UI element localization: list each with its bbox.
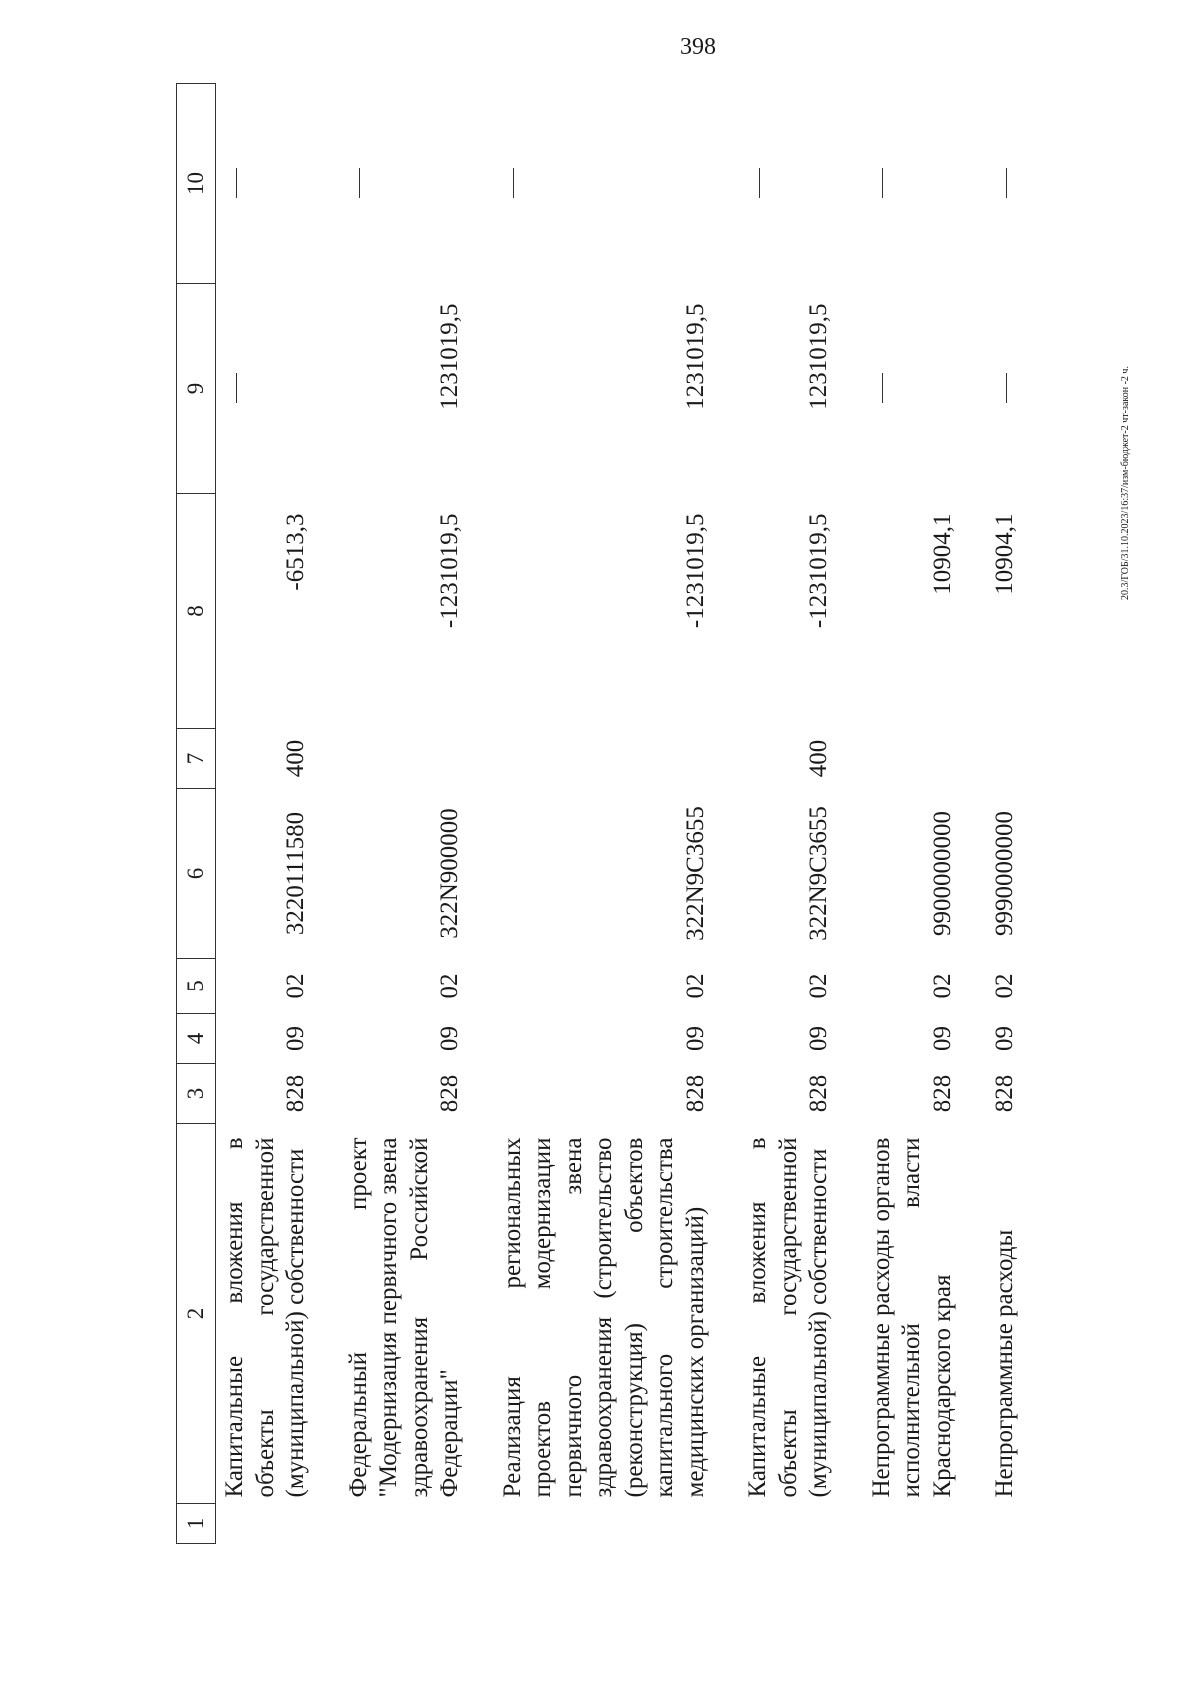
header-cell: 5 xyxy=(177,959,216,1014)
subsection-cell: 02 xyxy=(991,973,1018,999)
row-name-cell: Реализация региональных проектов модернизации первичного звена здравоохранения (строительство (реконструкция) объектов капитального строительства медицинских организаций) xyxy=(498,1137,709,1498)
dash-cell xyxy=(216,284,338,494)
dash-cell xyxy=(737,84,861,284)
expense-type-cell xyxy=(861,729,985,789)
admin-code-cell: 828 xyxy=(805,1074,832,1113)
admin-code-cell: 828 xyxy=(681,1074,709,1113)
dash-mark xyxy=(513,169,514,199)
target-article-cell: 322N900000 xyxy=(436,808,463,939)
rotated-table-container xyxy=(176,84,1176,1544)
expense-type-cell xyxy=(492,729,738,789)
amount-cell: -1231019,5 xyxy=(681,513,709,629)
amount-cell: -1231019,5 xyxy=(436,513,463,629)
header-cell: 6 xyxy=(177,789,216,959)
section-cell: 09 xyxy=(282,1026,309,1051)
header-cell: 2 xyxy=(177,1124,216,1504)
footer-note: 20.3/ГОБ/31.10.2023/16:37/изм-бюджет-2 чт-закон -2 ч. xyxy=(1120,366,1131,600)
section-cell: 09 xyxy=(928,1026,956,1051)
row-name-cell: Непрограммные расходы xyxy=(991,1229,1018,1498)
table-row xyxy=(492,84,738,1544)
row-name-cell: Федеральный проект "Модернизация первичного звена здравоохранения Российской Федерации" xyxy=(344,1137,463,1498)
dash-cell xyxy=(984,284,1047,494)
amount-cell: -1231019,5 xyxy=(805,513,832,629)
expense-type-cell: 400 xyxy=(282,739,309,778)
expense-type-cell: 400 xyxy=(805,739,832,778)
target-article-cell: 9900000000 xyxy=(928,811,956,936)
dash-mark xyxy=(236,169,237,199)
amount-cell: 1231019,5 xyxy=(681,303,709,410)
row-number-cell xyxy=(338,1504,492,1544)
row-number-cell xyxy=(492,1504,738,1544)
subsection-cell: 02 xyxy=(805,973,832,999)
admin-code-cell: 828 xyxy=(282,1074,309,1113)
row-number-cell xyxy=(216,1504,338,1544)
header-cell: 3 xyxy=(177,1064,216,1124)
page-number: 398 xyxy=(680,34,716,60)
row-name-cell: Капитальные вложения в объекты государственной (муниципальной) собственности xyxy=(744,1137,832,1498)
budget-table xyxy=(176,83,1047,1544)
amount-cell: 10904,1 xyxy=(991,513,1018,595)
row-name-cell: Непрограммные расходы органов исполнительной власти Краснодарского края xyxy=(867,1137,956,1498)
dash-mark xyxy=(1006,374,1007,404)
dash-mark xyxy=(882,374,883,404)
section-cell: 09 xyxy=(991,1026,1018,1051)
subsection-cell: 02 xyxy=(436,973,463,999)
row-name-cell: Капитальные вложения в объекты государственной (муниципальной) собственности xyxy=(221,1137,309,1498)
admin-code-cell: 828 xyxy=(991,1074,1018,1113)
section-cell: 09 xyxy=(436,1026,463,1051)
header-cell: 8 xyxy=(177,494,216,729)
amount-cell: 10904,1 xyxy=(928,513,956,595)
admin-code-cell: 828 xyxy=(436,1074,463,1113)
expense-type-cell xyxy=(338,729,492,789)
section-cell: 09 xyxy=(805,1026,832,1051)
section-cell: 09 xyxy=(681,1026,709,1051)
row-number-cell xyxy=(984,1504,1047,1544)
table-header-row xyxy=(177,84,216,1544)
subsection-cell: 02 xyxy=(681,973,709,999)
dash-mark xyxy=(759,169,760,199)
dash-cell xyxy=(492,84,738,284)
amount-cell: 1231019,5 xyxy=(805,303,832,410)
dash-cell xyxy=(984,84,1047,284)
admin-code-cell: 828 xyxy=(928,1074,956,1113)
expense-type-cell xyxy=(984,729,1047,789)
dash-cell xyxy=(861,284,985,494)
amount-cell: 1231019,5 xyxy=(436,303,463,410)
dash-cell xyxy=(338,84,492,284)
target-article-cell: 322N9C3655 xyxy=(805,806,832,941)
dash-cell xyxy=(216,84,338,284)
table-row xyxy=(338,84,492,1544)
dash-mark xyxy=(1006,169,1007,199)
subsection-cell: 02 xyxy=(282,973,309,999)
dash-mark xyxy=(882,169,883,199)
dash-mark xyxy=(359,169,360,199)
target-article-cell: 322N9C3655 xyxy=(681,806,709,941)
table-row xyxy=(737,84,861,1544)
row-number-cell xyxy=(861,1504,985,1544)
dash-cell xyxy=(861,84,985,284)
table-row xyxy=(216,84,338,1544)
header-cell: 7 xyxy=(177,729,216,789)
target-article-cell: 3220111580 xyxy=(282,811,309,936)
subsection-cell: 02 xyxy=(928,973,956,999)
header-cell: 10 xyxy=(177,84,216,284)
header-cell: 9 xyxy=(177,284,216,494)
row-number-cell xyxy=(737,1504,861,1544)
table-row xyxy=(984,84,1047,1544)
target-article-cell: 9990000000 xyxy=(991,811,1018,936)
header-cell: 1 xyxy=(177,1504,216,1544)
amount-cell: -6513,3 xyxy=(282,513,309,591)
table-row xyxy=(861,84,985,1544)
header-cell: 4 xyxy=(177,1014,216,1064)
dash-mark xyxy=(236,374,237,404)
